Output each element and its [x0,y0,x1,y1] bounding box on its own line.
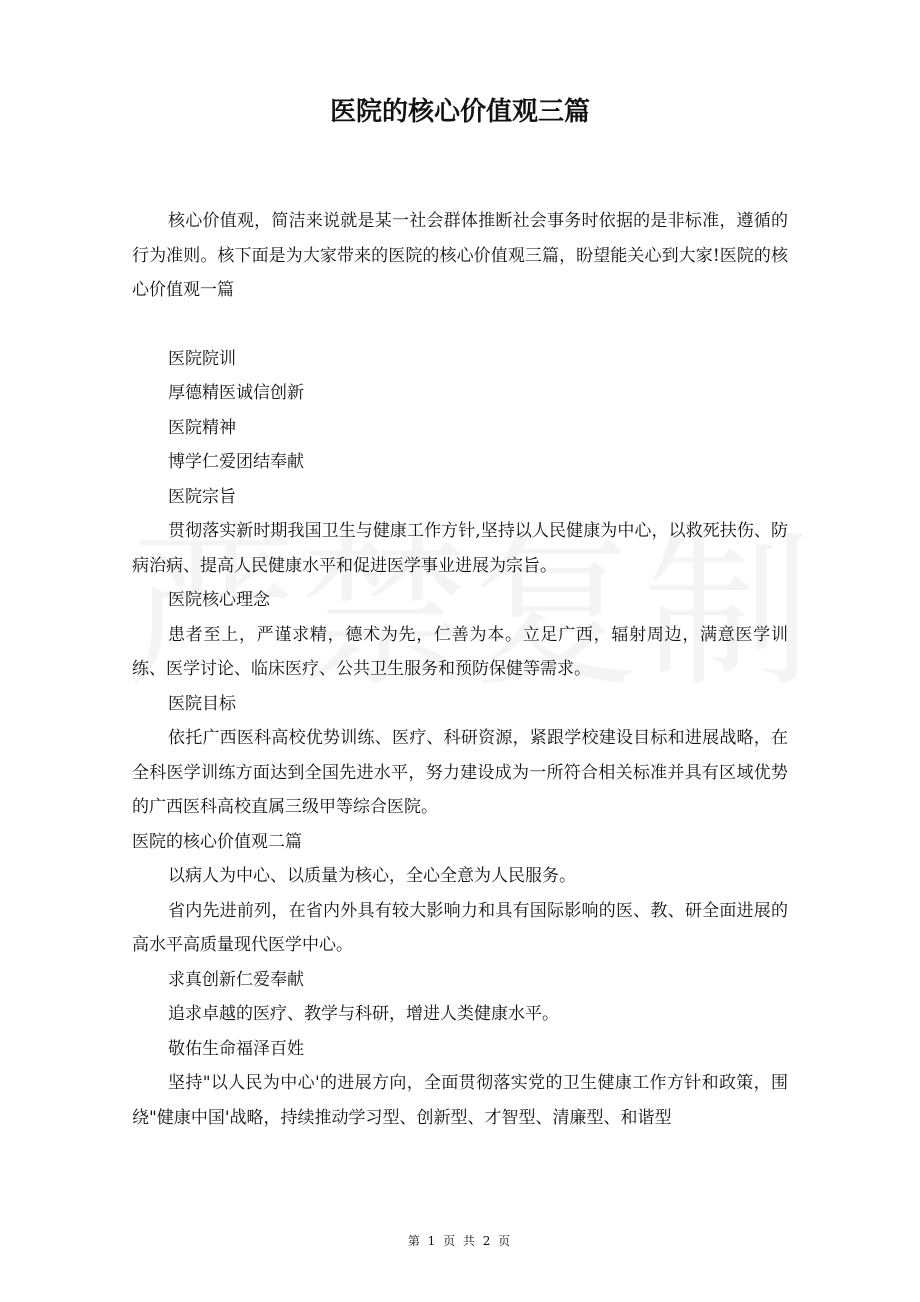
hospital-motto-text: 厚德精医诚信创新 [168,383,304,403]
intro-paragraph: 核心价值观，简洁来说就是某一社会群体推断社会事务时依据的是非标准，遵循的行为准则。核下面是为大家带来的医院的核心价值观三篇，盼望能关心到大家!医院的核心价值观一篇 [132,211,788,300]
hospital-spirit-text: 博学仁爱团结奉献 [168,452,304,472]
heading-hospital-goal: 医院目标 [168,693,236,714]
part-two-paragraph: 以病人为中心、以质量为核心，全心全意为人民服务。 [168,866,576,886]
heading-hospital-spirit: 医院精神 [168,417,236,438]
part-two-paragraph: 求真创新仁爱奉献 [168,969,304,990]
part-two-paragraph: 追求卓越的医疗、教学与科研，增进人类健康水平。 [168,1004,559,1024]
heading-hospital-purpose: 医院宗旨 [168,486,236,507]
page-footer: 第 1 页 共 2 页 [407,1234,513,1248]
section-heading-part-two: 医院的核心价值观二篇 [132,831,302,852]
document-body [132,204,788,1135]
part-two-paragraph: 坚持"以人民为中心'的进展方向，全面贯彻落实党的卫生健康工作方针和政策，围绕"健康中国'战略，持续推动学习型、创新型、才智型、清廉型、和谐型 [132,1073,788,1128]
hospital-goal-text: 依托广西医科高校优势训练、医疗、科研资源，紧跟学校建设目标和进展战略，在全科医学训练方面达到全国先进水平，努力建设成为一所符合相关标准并具有区域优势的广西医科高校直属三级甲等综合医院。 [132,728,788,817]
part-two-paragraph: 省内先进前列，在省内外具有较大影响力和具有国际影响的医、教、研全面进展的高水平高质量现代医学中心。 [132,900,788,955]
hospital-purpose-text: 贯彻落实新时期我国卫生与健康工作方针,坚持以人民健康为中心，以救死扶伤、防病治病、提高人民健康水平和促进医学事业进展为宗旨。 [132,521,788,576]
document-title: 医院的核心价值观三篇 [329,97,590,127]
core-concept-text: 患者至上，严谨求精，德术为先，仁善为本。立足广西，辐射周边，满意医学训练、医学讨论、临床医疗、公共卫生服务和预防保健等需求。 [132,624,788,679]
part-two-paragraph: 敬佑生命福泽百姓 [168,1038,304,1059]
heading-core-concept: 医院核心理念 [168,590,270,610]
paragraph-spacer [132,308,788,342]
heading-hospital-motto: 医院院训 [168,348,236,369]
